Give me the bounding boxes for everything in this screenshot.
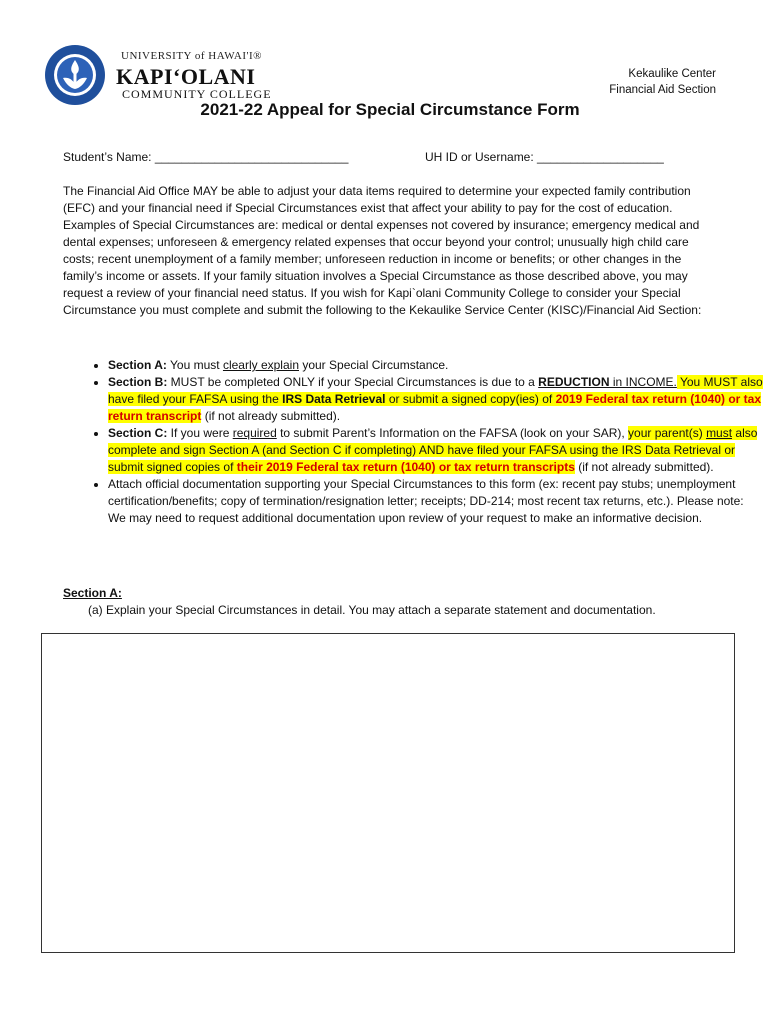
form-title: 2021-22 Appeal for Special Circumstance Form	[200, 100, 580, 119]
intro-paragraph: The Financial Aid Office MAY be able to adjust your data items required to determine your expected family contribution (EFC) and your financial need if Special Circumstances exist that affect your ability to pay for the cost of education. Examples of Special Circumstances are: medical or dental expenses not covered by insurance; emergency medical and dental expenses; unforeseen & emergency related expenses that occur beyond your control; unusually high child care costs; recent unemployment of a family member; unforeseen reduction in income or benefits; or other changes in the family’s income or assets. If your family situation involves a Special Circumstance as those described above, you may request a review of your financial need status. If you wish for Kapi`olani Community College to consider your Special Circumstance you must complete and submit the following to the Kekaulike Service Center (KISC)/Financial Aid Section:	[63, 184, 702, 317]
center-name: Kekaulike Center	[628, 68, 716, 80]
uh-id-field[interactable]: UH ID or Username: ___________________	[425, 150, 664, 164]
section-a-question: (a) Explain your Special Circumstances in detail. You may attach a separate statement and documentation.	[88, 603, 656, 617]
student-fields	[63, 150, 713, 164]
list-item-section-a: • Section A: You must clearly explain your Special Circumstance.	[108, 357, 763, 374]
college-subtitle: COMMUNITY COLLEGE	[122, 87, 272, 101]
college-seal	[44, 44, 106, 106]
list-item-documentation: • Attach official documentation supporting your Special Circumstances to this form (ex: recent pay stubs; unemployment certification/benefits; copy of termination/resignation letter; receipts; DD-214; most recent tax returns, etc.). Please note: We may need to request additional documentation upon review of your request to make an informative decision.	[108, 476, 763, 527]
section-a-heading: Section A:	[63, 586, 122, 600]
college-name: KAPIʻOLANI	[116, 64, 256, 89]
section-name: Financial Aid Section	[609, 84, 716, 96]
university-name: UNIVERSITY of HAWAI'I®	[121, 50, 263, 62]
list-item-section-c: • Section C: If you were required to submit Parent’s Information on the FAFSA (look on your SAR), your parent(s) must also complete and sign Section A (and Section C if completing) AND have filed your FAFSA using the IRS Data Retrieval or submit signed copies of their 2019 Federal tax return (1040) or tax return transcripts (if not already submitted).	[108, 425, 763, 476]
requirements-list	[63, 357, 763, 527]
explanation-text-box[interactable]	[41, 633, 735, 953]
department-block	[609, 66, 716, 98]
student-name-field[interactable]: Student’s Name: _____________________________	[63, 150, 349, 164]
list-item-section-b: • Section B: MUST be completed ONLY if your Special Circumstances is due to a REDUCTION in INCOME. You MUST also have filed your FAFSA using the IRS Data Retrieval or submit a signed copy(ies) of 2019 Federal tax return (1040) or tax return transcript (if not already submitted).	[108, 374, 763, 425]
